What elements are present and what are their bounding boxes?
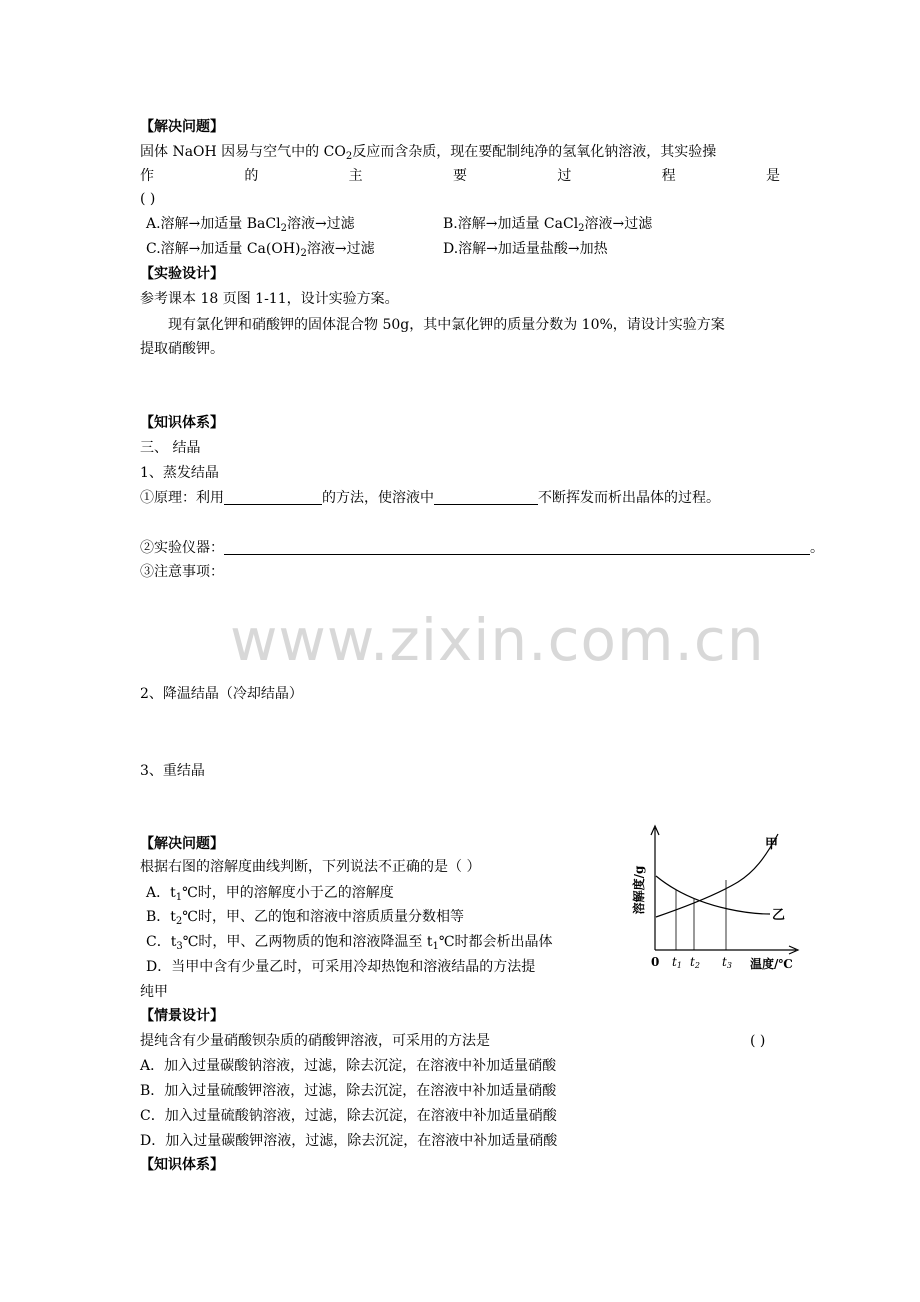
tick-label-t2: t2 [690, 955, 700, 970]
section-heading-experiment: 【实验设计】 [140, 266, 224, 282]
origin-label: 0 [651, 955, 660, 969]
tick-label-t1: t1 [672, 955, 682, 970]
answer-bracket: ( ) [140, 191, 156, 207]
x-axis-label: 温度/℃ [750, 957, 793, 971]
recrystallization-title: 3、重结晶 [140, 763, 205, 779]
y-axis-label: 溶解度/g [632, 865, 646, 915]
principle-line: ①原理：利用 的方法，使溶液中 不断挥发而析出晶体的过程。 [140, 490, 720, 506]
option-a: A.溶解→加适量 BaCl$_2$溶液→过滤 [146, 216, 355, 234]
purify-option-c: C．加入过量硫酸钠溶液，过滤，除去沉淀，在溶液中补加适量硝酸 [140, 1108, 557, 1124]
purify-option-b: B．加入过量硫酸钾溶液，过滤，除去沉淀，在溶液中补加适量硝酸 [140, 1083, 557, 1099]
question-naoh-spread-line: 作 的 主 要 过 程 是 [140, 168, 780, 184]
option-d: D.溶解→加适量盐酸→加热 [443, 241, 608, 257]
section-heading-knowledge-1: 【知识体系】 [140, 415, 224, 431]
experiment-line-1: 参考课本 18 页图 1-11，设计实验方案。 [140, 291, 399, 307]
purify-option-a: A．加入过量碳酸钠溶液，过滤，除去沉淀，在溶液中补加适量硝酸 [140, 1058, 557, 1074]
crystallization-title: 三、 结晶 [140, 440, 201, 456]
solubility-option-a: A．$t_1℃$时，甲的溶解度小于乙的溶解度 [146, 885, 394, 903]
question-purify: 提纯含有少量硝酸钡杂质的硝酸钾溶液，可采用的方法是 [140, 1033, 490, 1049]
question-solubility: 根据右图的溶解度曲线判断，下列说法不正确的是（ ） [140, 859, 481, 875]
section-heading-solve-2: 【解决问题】 [140, 836, 224, 852]
series-label-yi: 乙 [772, 908, 786, 923]
watermark: www.zixin.com.cn [230, 606, 765, 674]
purify-option-d: D．加入过量碳酸钾溶液，过滤，除去沉淀，在溶液中补加适量硝酸 [140, 1133, 558, 1149]
tick-label-t3: t3 [722, 955, 732, 970]
fill-blank-instruments[interactable] [224, 540, 810, 555]
question-naoh: 固体 NaOH 因易与空气中的 $CO_2$反应而含杂质，现在要配制纯净的氢氧化钠溶液，其实验操 [140, 144, 717, 162]
section-heading-scenario: 【情景设计】 [140, 1008, 224, 1024]
solubility-option-c: C．$t_3℃$时，甲、乙两物质的饱和溶液降温至 $t_1℃$时都会析出晶体 [146, 934, 553, 952]
option-b: B.溶解→加适量 CaCl$_2$溶液→过滤 [443, 216, 653, 234]
solubility-option-d-line-1: D．当甲中含有少量乙时，可采用冷却热饱和溶液结晶的方法提 [146, 959, 536, 975]
section-heading-solve-1: 【解决问题】 [140, 119, 224, 135]
evaporation-title: 1、蒸发结晶 [140, 465, 219, 481]
fill-blank-method[interactable] [224, 490, 322, 505]
option-c: C.溶解→加适量 $Ca(OH)_2$溶液→过滤 [146, 241, 375, 259]
question-purify-bracket: ( ) [750, 1033, 766, 1049]
solubility-chart [628, 822, 828, 974]
experiment-line-3: 提取硝酸钾。 [140, 341, 224, 357]
experiment-line-2: 现有氯化钾和硝酸钾的固体混合物 50g，其中氯化钾的质量分数为 10%，请设计实验方案 [168, 317, 725, 333]
section-heading-knowledge-2: 【知识体系】 [140, 1157, 224, 1173]
solubility-option-d-line-2: 纯甲 [140, 984, 168, 1000]
notes-line: ③注意事项： [140, 564, 224, 580]
instrument-line: ②实验仪器： 。 [140, 540, 824, 556]
solubility-option-b: B．$t_2℃$时，甲、乙的饱和溶液中溶质质量分数相等 [146, 909, 464, 927]
curve-jia [656, 834, 778, 917]
series-label-jia: 甲 [765, 837, 779, 852]
fill-blank-solvent[interactable] [434, 490, 538, 505]
cooling-crystallization-title: 2、降温结晶（冷却结晶） [140, 686, 303, 702]
